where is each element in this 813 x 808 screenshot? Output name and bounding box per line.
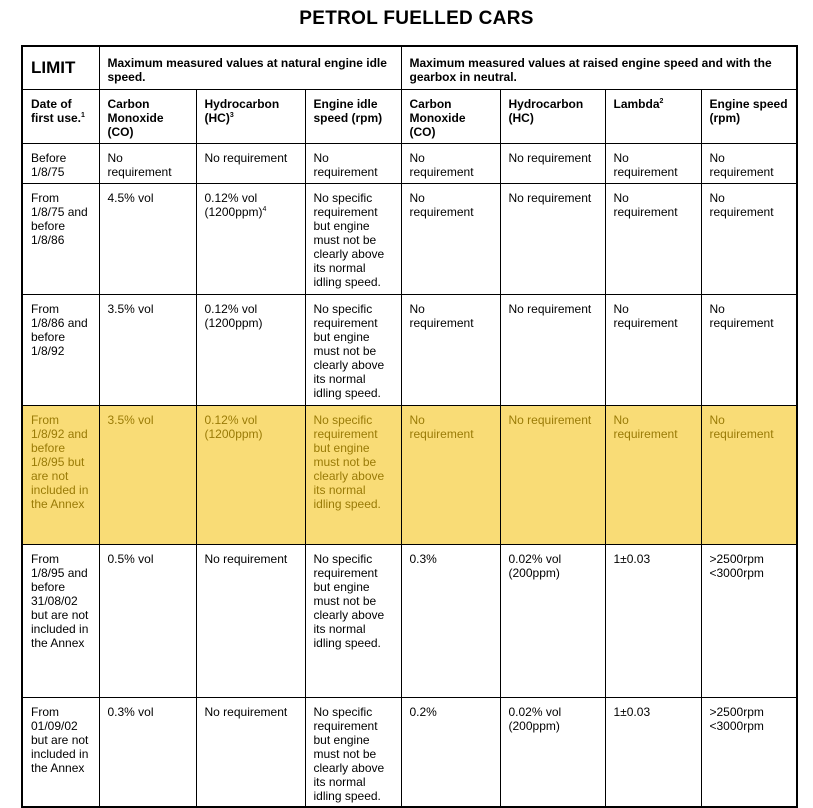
table-row <box>22 544 797 697</box>
column-header-co-raised: Carbon Monoxide (CO) <box>401 89 500 143</box>
table-cell: No requirement <box>500 143 605 183</box>
table-cell: 0.3% vol <box>99 697 196 807</box>
column-header-date: Date of first use.$^1$ <box>22 89 99 143</box>
table-cell: No requirement <box>500 405 605 544</box>
table-cell: No requirement <box>401 143 500 183</box>
table-cell: No requirement <box>605 143 701 183</box>
table-cell: No requirement <box>401 405 500 544</box>
table-cell: No requirement <box>605 183 701 294</box>
table-cell: No requirement <box>401 183 500 294</box>
table-cell: 1±0.03 <box>605 697 701 807</box>
table-cell: Before 1/8/75 <box>22 143 99 183</box>
limit-header: LIMIT <box>22 46 99 89</box>
table-cell: 0.3% <box>401 544 500 697</box>
column-header-co-idle: Carbon Monoxide (CO) <box>99 89 196 143</box>
table-cell: 0.2% <box>401 697 500 807</box>
column-header-lambda: Lambda$^2$ <box>605 89 701 143</box>
raised-group-header: Maximum measured values at raised engine speed and with the gearbox in neutral. <box>401 46 797 89</box>
table-cell: 0.12% vol (1200ppm) <box>196 294 305 405</box>
column-header-hc-raised: Hydrocarbon (HC) <box>500 89 605 143</box>
table-cell: No requirement <box>605 294 701 405</box>
table-cell: No requirement <box>401 294 500 405</box>
table-row <box>22 294 797 405</box>
table-cell: No requirement <box>196 697 305 807</box>
table-cell: 0.12% vol (1200ppm) <box>196 405 305 544</box>
table-cell: 1±0.03 <box>605 544 701 697</box>
table-cell: >2500rpm <3000rpm <box>701 544 797 697</box>
table-cell: 3.5% vol <box>99 294 196 405</box>
table-cell: No specific requirement but engine must not be clearly above its normal idling speed. <box>305 697 401 807</box>
table-cell: 0.12% vol $(1200ppm)^4$ <box>196 183 305 294</box>
table-row <box>22 143 797 183</box>
table-cell: 0.02% vol (200ppm) <box>500 544 605 697</box>
table-cell: From 01/09/02 but are not included in the Annex <box>22 697 99 807</box>
table-cell: From 1/8/75 and before 1/8/86 <box>22 183 99 294</box>
table-cell: No specific requirement but engine must not be clearly above its normal idling speed. <box>305 294 401 405</box>
table-cell: No requirement <box>196 143 305 183</box>
table-cell: No requirement <box>701 183 797 294</box>
table-cell: No requirement <box>305 143 401 183</box>
table-cell: From 1/8/86 and before 1/8/92 <box>22 294 99 405</box>
table-cell: No requirement <box>500 183 605 294</box>
table-cell: >2500rpm <3000rpm <box>701 697 797 807</box>
table-cell: 0.5% vol <box>99 544 196 697</box>
table-cell: No requirement <box>701 294 797 405</box>
table-cell: No requirement <box>605 405 701 544</box>
table-cell: No specific requirement but engine must not be clearly above its normal idling speed. <box>305 183 401 294</box>
table-cell: No requirement <box>701 143 797 183</box>
idle-group-header: Maximum measured values at natural engine idle speed. <box>99 46 401 89</box>
table-row <box>22 183 797 294</box>
table-cell: 0.02% vol (200ppm) <box>500 697 605 807</box>
column-header-hc-idle: Hydrocarbon (HC)$^3$ <box>196 89 305 143</box>
table-cell: No requirement <box>701 405 797 544</box>
table-cell: No requirement <box>99 143 196 183</box>
page-title: PETROL FUELLED CARS <box>299 8 534 29</box>
table-cell: 3.5% vol <box>99 405 196 544</box>
table-cell: No requirement <box>196 544 305 697</box>
column-header-idle-speed: Engine idle speed (rpm) <box>305 89 401 143</box>
table-row <box>22 697 797 807</box>
table-cell: No requirement <box>500 294 605 405</box>
table-cell: No specific requirement but engine must not be clearly above its normal idling speed. <box>305 405 401 544</box>
table-cell: No specific requirement but engine must not be clearly above its normal idling speed. <box>305 544 401 697</box>
table-cell: From 1/8/92 and before 1/8/95 but are not included in the Annex <box>22 405 99 544</box>
column-header-engine-speed: Engine speed (rpm) <box>701 89 797 143</box>
emissions-table <box>21 45 798 808</box>
table-row-highlighted <box>22 405 797 544</box>
table-cell: From 1/8/95 and before 31/08/02 but are not included in the Annex <box>22 544 99 697</box>
table-cell: 4.5% vol <box>99 183 196 294</box>
